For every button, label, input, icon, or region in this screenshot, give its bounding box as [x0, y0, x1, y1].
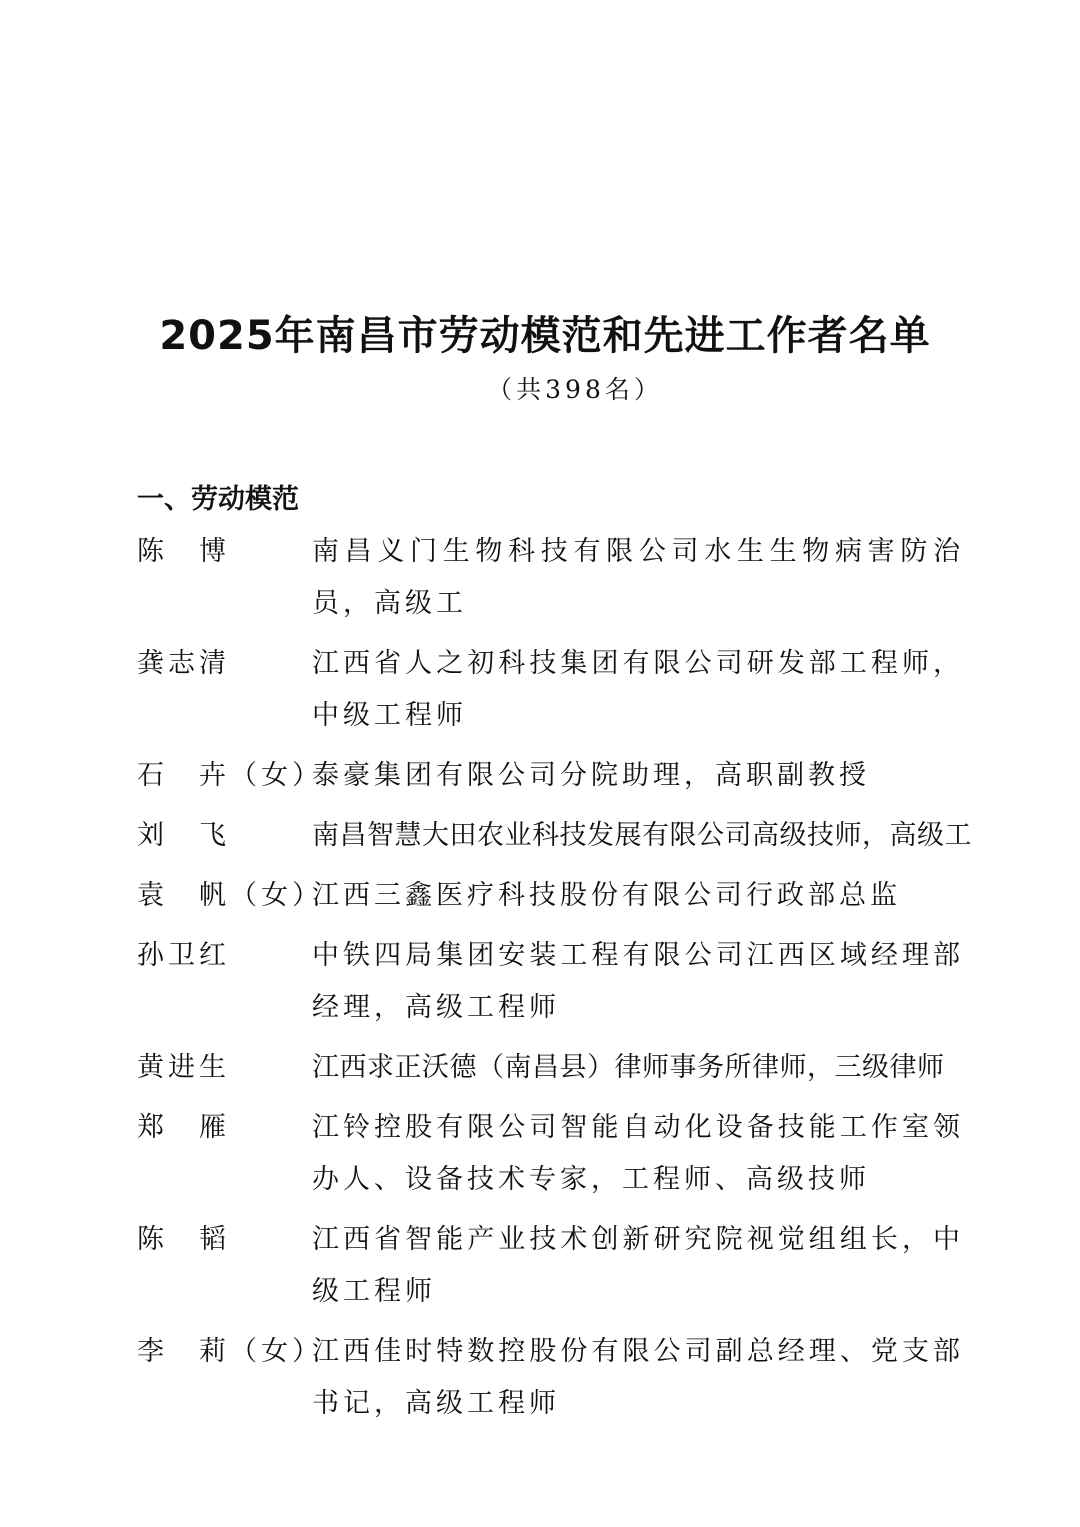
honoree-description: 江西省智能产业技术创新研究院视觉组组长，中级工程师	[312, 1224, 964, 1307]
list-item	[137, 1042, 967, 1094]
honoree-description: 中铁四局集团安装工程有限公司江西区域经理部经理，高级工程师	[312, 940, 964, 1023]
honoree-name: 刘 飞	[137, 820, 230, 851]
honoree-list	[137, 526, 972, 1438]
list-item	[137, 1214, 967, 1318]
honoree-name: 龚志清	[137, 648, 230, 679]
honoree-name: 陈 韬	[137, 1224, 230, 1255]
list-item	[137, 870, 967, 922]
honoree-name: 孙卫红	[137, 940, 230, 971]
list-item	[137, 1326, 967, 1430]
honoree-name: 陈 博	[137, 536, 230, 567]
list-item	[137, 526, 967, 630]
document-subtitle: （共398名）	[487, 375, 663, 404]
list-item	[137, 750, 967, 802]
list-item	[137, 810, 972, 862]
honoree-description: 江铃控股有限公司智能自动化设备技能工作室领办人、设备技术专家，工程师、高级技师	[312, 1112, 964, 1195]
honoree-description: 泰豪集团有限公司分院助理，高职副教授	[312, 760, 870, 791]
honoree-description: 江西省人之初科技集团有限公司研发部工程师，中级工程师	[312, 648, 964, 731]
honoree-name: 李 莉（女）	[137, 1336, 323, 1367]
honoree-name: 石 卉（女）	[137, 760, 323, 791]
list-item	[137, 930, 967, 1034]
list-item	[137, 1102, 967, 1206]
honoree-description: 南昌义门生物科技有限公司水生生物病害防治员，高级工	[312, 536, 964, 619]
section-heading: 一、劳动模范	[137, 484, 299, 515]
honoree-name: 黄进生	[137, 1052, 230, 1083]
honoree-description: 江西三鑫医疗科技股份有限公司行政部总监	[312, 880, 901, 911]
honoree-name: 袁 帆（女）	[137, 880, 323, 911]
list-item	[137, 638, 967, 742]
honoree-description: 江西佳时特数控股份有限公司副总经理、党支部书记，高级工程师	[312, 1336, 964, 1419]
document-title: 2025年南昌市劳动模范和先进工作者名单	[159, 313, 931, 359]
honoree-description: 江西求正沃德（南昌县）律师事务所律师，三级律师	[312, 1052, 945, 1083]
honoree-description: 南昌智慧大田农业科技发展有限公司高级技师，高级工	[312, 820, 972, 851]
honoree-name: 郑 雁	[137, 1112, 230, 1143]
